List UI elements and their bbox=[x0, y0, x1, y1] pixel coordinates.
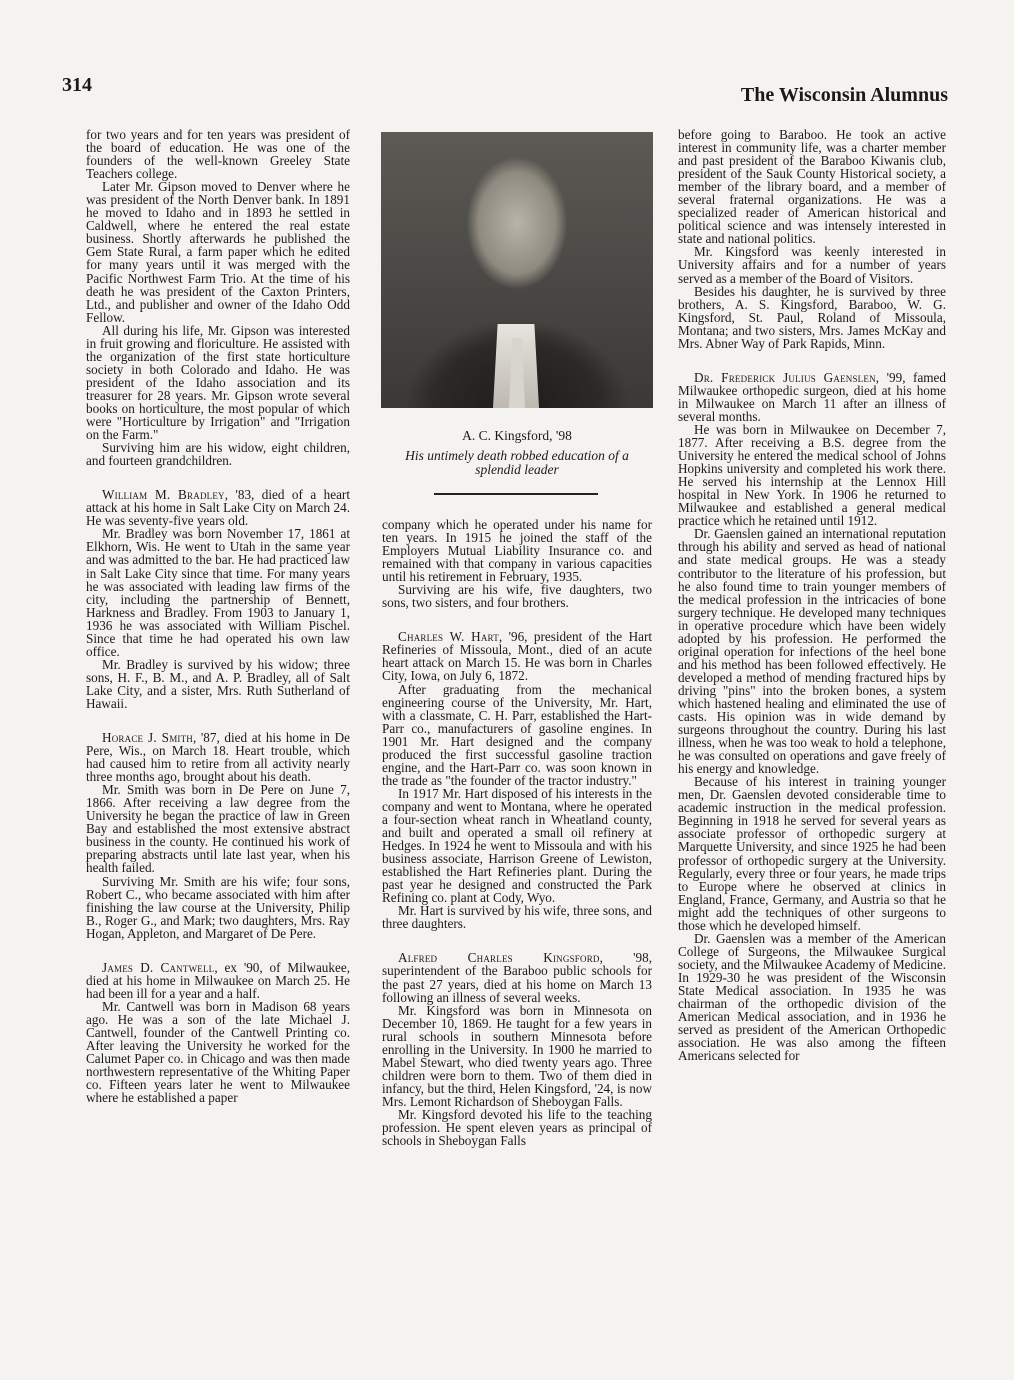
right-column bbox=[678, 128, 946, 1072]
paragraph: Surviving are his wife, five daughters, two sons, two sisters, and four brothers. bbox=[382, 582, 652, 611]
paragraph: In 1917 Mr. Hart disposed of his interests in the company and went to Montana, where he operated a four-section wheat ranch in Wheatland county, and built and operated a small oil refinery at Hedges. In 1924 he went to Missoula and with his business associate, Harrison Greene of Lewiston, established the Hart Refineries plant. During the past year he designed and constructed the Park Refining co. plant at Cody, Wyo. bbox=[382, 785, 652, 906]
caption-text: His untimely death robbed education of a splendid leader bbox=[405, 448, 629, 477]
obituary-gipson bbox=[86, 128, 350, 467]
paragraph: Mr. Smith was born in De Pere on June 7, 1866. After receiving a law degree from the University he began the practice of law in Green Bay and established the most extensive abstract business in the county. He continued his work of preparing abstracts until late last year, when his health failed. bbox=[86, 782, 350, 876]
paragraph: Mr. Bradley was born November 17, 1861 at Elkhorn, Wis. He went to Utah in the same year and was admitted to the bar. He had practiced law in Salt Lake City since that time. For many years he was associated with leading law firms of the city, including the partnership of Bennett, Harkness and Bradley. From 1903 to January 1, 1936 he was associated with William Pischel. Since that time he had operated his own law office. bbox=[86, 526, 350, 659]
obituary-cantwell bbox=[86, 961, 350, 1105]
paragraph: Mr. Bradley is survived by his widow; three sons, H. F., B. M., and A. P. Bradley, all of Salt Lake City, and a sister, Mrs. Ruth Sutherland of Hawaii. bbox=[86, 656, 350, 711]
paragraph bbox=[678, 371, 946, 423]
obituary-cantwell-continued bbox=[382, 518, 652, 609]
divider-rule bbox=[434, 493, 598, 495]
paragraph: Dr. Gaenslen gained an international reputation through his ability and served as head of national and state medical groups. He was a steady contributor to the literature of his profession, but he also found time to train younger members of the medical profession in the intricacies of bone surgery technique. He developed many techniques in operative procedure which have been widely adopted by his profession. He performed the original operation for infections of the heel bone and his method has been followed effectively. He developed a method of mending fractured hips by driving "pins" into the broken bones, a system which hastened healing and eliminated the use of casts. His opinion was in wide demand by surgeons throughout the country. During his last illness, when he was too weak to hold a telephone, he was consulted on operations and gave freely of his energy and knowledge. bbox=[678, 526, 946, 777]
paragraph: Mr. Kingsford was born in Minnesota on December 10, 1869. He taught for a few years in rural schools in southern Minnesota before enrolling in the University. In 1900 he married to Mabel Stewart, who died twenty years ago. Three children were born to them. Two of them died in infancy, but the third, Helen Kingsford, '24, is now Mrs. Lemont Richardson of Sheboygan Falls. bbox=[382, 1002, 652, 1109]
obituary-hart bbox=[382, 630, 652, 930]
paragraph: Mr. Hart is survived by his wife, three sons, and three daughters. bbox=[382, 903, 652, 932]
paragraph: After graduating from the mechanical engineering course of the University, Mr. Hart, with a classmate, C. H. Parr, established the Hart-Parr co., manufacturers of gasoline engines. In 1901 Mr. Hart designed and the company produced the first successful gasoline traction engine, and the Hart-Parr co. was soon known in the trade as "the founder of the tractor industry." bbox=[382, 681, 652, 788]
paragraph: before going to Baraboo. He took an active interest in community life, was a charter member and past president of the Baraboo Kiwanis club, president of the Sauk County Historical society, a member of the library board, and a member of several fraternal organizations. He was a specialized reader of American historical and political science and was intensely interested in state and national politics. bbox=[678, 127, 946, 247]
paragraph bbox=[86, 488, 350, 527]
obituary-lead: , '98, superintendent of the Baraboo public schools for the past 27 years, died at his home on March 13 following an illness of several weeks. bbox=[382, 950, 652, 1005]
left-column bbox=[86, 128, 350, 1114]
obituary-name: Dr. Frederick Julius Gaenslen bbox=[694, 369, 876, 385]
running-head: The Wisconsin Alumnus bbox=[740, 84, 948, 106]
obituary-name: James D. Cantwell bbox=[102, 959, 215, 975]
paragraph bbox=[86, 961, 350, 1000]
paragraph bbox=[86, 731, 350, 783]
obituary-lead: , '83, died of a heart attack at his home in Salt Lake City on March 24. He was seventy-five years old. bbox=[86, 487, 350, 529]
obituary-kingsford bbox=[382, 951, 652, 1147]
paragraph: Dr. Gaenslen was a member of the American College of Surgeons, the Milwaukee Surgical society, and the Milwaukee Academy of Medicine. In 1929-30 he was president of the Wisconsin State Medical association. In 1935 he was chairman of the orthopedic division of the American Medical association, and in 1936 he served as president of the American Orthopedic association. He was also among the fifteen Americans selected for bbox=[678, 930, 946, 1064]
paragraph: Later Mr. Gipson moved to Denver where he was president of the North Denver bank. In 1891 he moved to Idaho and in 1893 he settled in Caldwell, where he entered the real estate business. Shortly afterwards he published the Gem State Rural, a farm paper which he edited for many years until it was merged with the Pacific Northwest Farm Trio. At the time of his death he was president of the Caxton Printers, Ltd., and publisher and owner of the Idaho Odd Fellow. bbox=[86, 179, 350, 325]
obituary-bradley bbox=[86, 488, 350, 710]
obituary-name: Horace J. Smith bbox=[102, 730, 194, 746]
paragraph bbox=[382, 630, 652, 682]
paragraph: All during his life, Mr. Gipson was interested in fruit growing and floriculture. He assisted with the organization of the first state horticulture society in both Colorado and Idaho. He was president of the Idaho association and its treasurer for 28 years. Mr. Gipson wrote several books on horticulture, the most popular of which were "Horticulture by Irrigation" and "Irrigation on the Farm." bbox=[86, 322, 350, 443]
obituary-name: Charles W. Hart bbox=[398, 629, 499, 645]
obituary-smith bbox=[86, 731, 350, 940]
paragraph: Because of his interest in training younger men, Dr. Gaenslen devoted considerable time to academic instruction in the medical profession. Beginning in 1918 he served for several years as associate professor of orthopedic surgery at Marquette University, and since 1925 he had been professor of orthopedic surgery at the University. Regularly, every three or four years, he made trips to Europe where he observed at clinics in England, France, Germany, and Austria so that he might add the techniques of other surgeons to those which he developed himself. bbox=[678, 774, 946, 933]
paragraph: Surviving Mr. Smith are his wife; four sons, Robert C., who became associated with him after finishing the law course at the University, Philip B., Roger G., and Mark; two daughters, Mrs. Ray Hogan, Appleton, and Margaret of De Pere. bbox=[86, 873, 350, 941]
paragraph: company which he operated under his name for ten years. In 1915 he joined the staff of the Employers Mutual Liability Insurance co. and remained with that company in various capacities until his retirement in February, 1935. bbox=[382, 517, 652, 585]
obituary-lead: , '87, died at his home in De Pere, Wis., on March 18. Heart trouble, which had caused him to retire from all activity nearly three months ago, brought about his death. bbox=[86, 730, 350, 785]
paragraph: Besides his daughter, he is survived by three brothers, A. S. Kingsford, Baraboo, W. G. Kingsford, St. Paul, Roland of Missoula, Montana; and two sisters, Mrs. James McKay and Mrs. Abner Way of Park Rapids, Minn. bbox=[678, 283, 946, 351]
paragraph: for two years and for ten years was president of the board of education. He was one of the founders of the well-known Greeley State Teachers college. bbox=[86, 127, 350, 182]
portrait-figure bbox=[381, 132, 653, 477]
middle-column bbox=[382, 518, 652, 1157]
obituary-name: Alfred Charles Kingsford bbox=[398, 950, 600, 966]
paragraph: He was born in Milwaukee on December 7, 1877. After receiving a B.S. degree from the University he entered the medical school of Johns Hopkins university and completed his work there. He served his internship at the Lennox Hill hospital in New York. In 1906 he returned to Milwaukee and established a general medical practice which he retained until 1912. bbox=[678, 421, 946, 529]
portrait-photo bbox=[381, 132, 653, 408]
caption-name: A. C. Kingsford, '98 bbox=[462, 428, 572, 443]
page-number: 314 bbox=[62, 74, 92, 96]
obituary-name: William M. Bradley bbox=[102, 487, 225, 503]
paragraph: Mr. Kingsford was keenly interested in University affairs and for a number of years served as a member of the Board of Visitors. bbox=[678, 244, 946, 286]
paragraph bbox=[382, 951, 652, 1003]
obituary-lead: , '96, president of the Hart Refineries of Missoula, Mont., died of an acute heart attack on March 15. He was born in Charles City, Iowa, on July 6, 1872. bbox=[382, 629, 652, 684]
paragraph: Surviving him are his widow, eight children, and fourteen grandchildren. bbox=[86, 440, 350, 469]
paragraph: Mr. Kingsford devoted his life to the teaching profession. He spent eleven years as principal of schools in Sheboygan Falls bbox=[382, 1106, 652, 1149]
obituary-lead: , '99, famed Milwaukee orthopedic surgeon, died at his home in Milwaukee on March 11 after an illness of several months. bbox=[678, 369, 947, 424]
paragraph: Mr. Cantwell was born in Madison 68 years ago. He was a son of the late Michael J. Cantwell, founder of the Cantwell Printing co. After leaving the University he worked for the Calumet Paper co. in Chicago and was then made northwestern representative of the Whiting Paper co. Fifteen years later he went to Milwaukee where he established a paper bbox=[86, 998, 350, 1106]
obituary-gaenslen bbox=[678, 371, 946, 1062]
obituary-lead: , ex '90, of Milwaukee, died at his home in Milwaukee on March 25. He had been ill for a year and a half. bbox=[86, 959, 350, 1001]
obituary-kingsford-continued bbox=[678, 128, 946, 350]
